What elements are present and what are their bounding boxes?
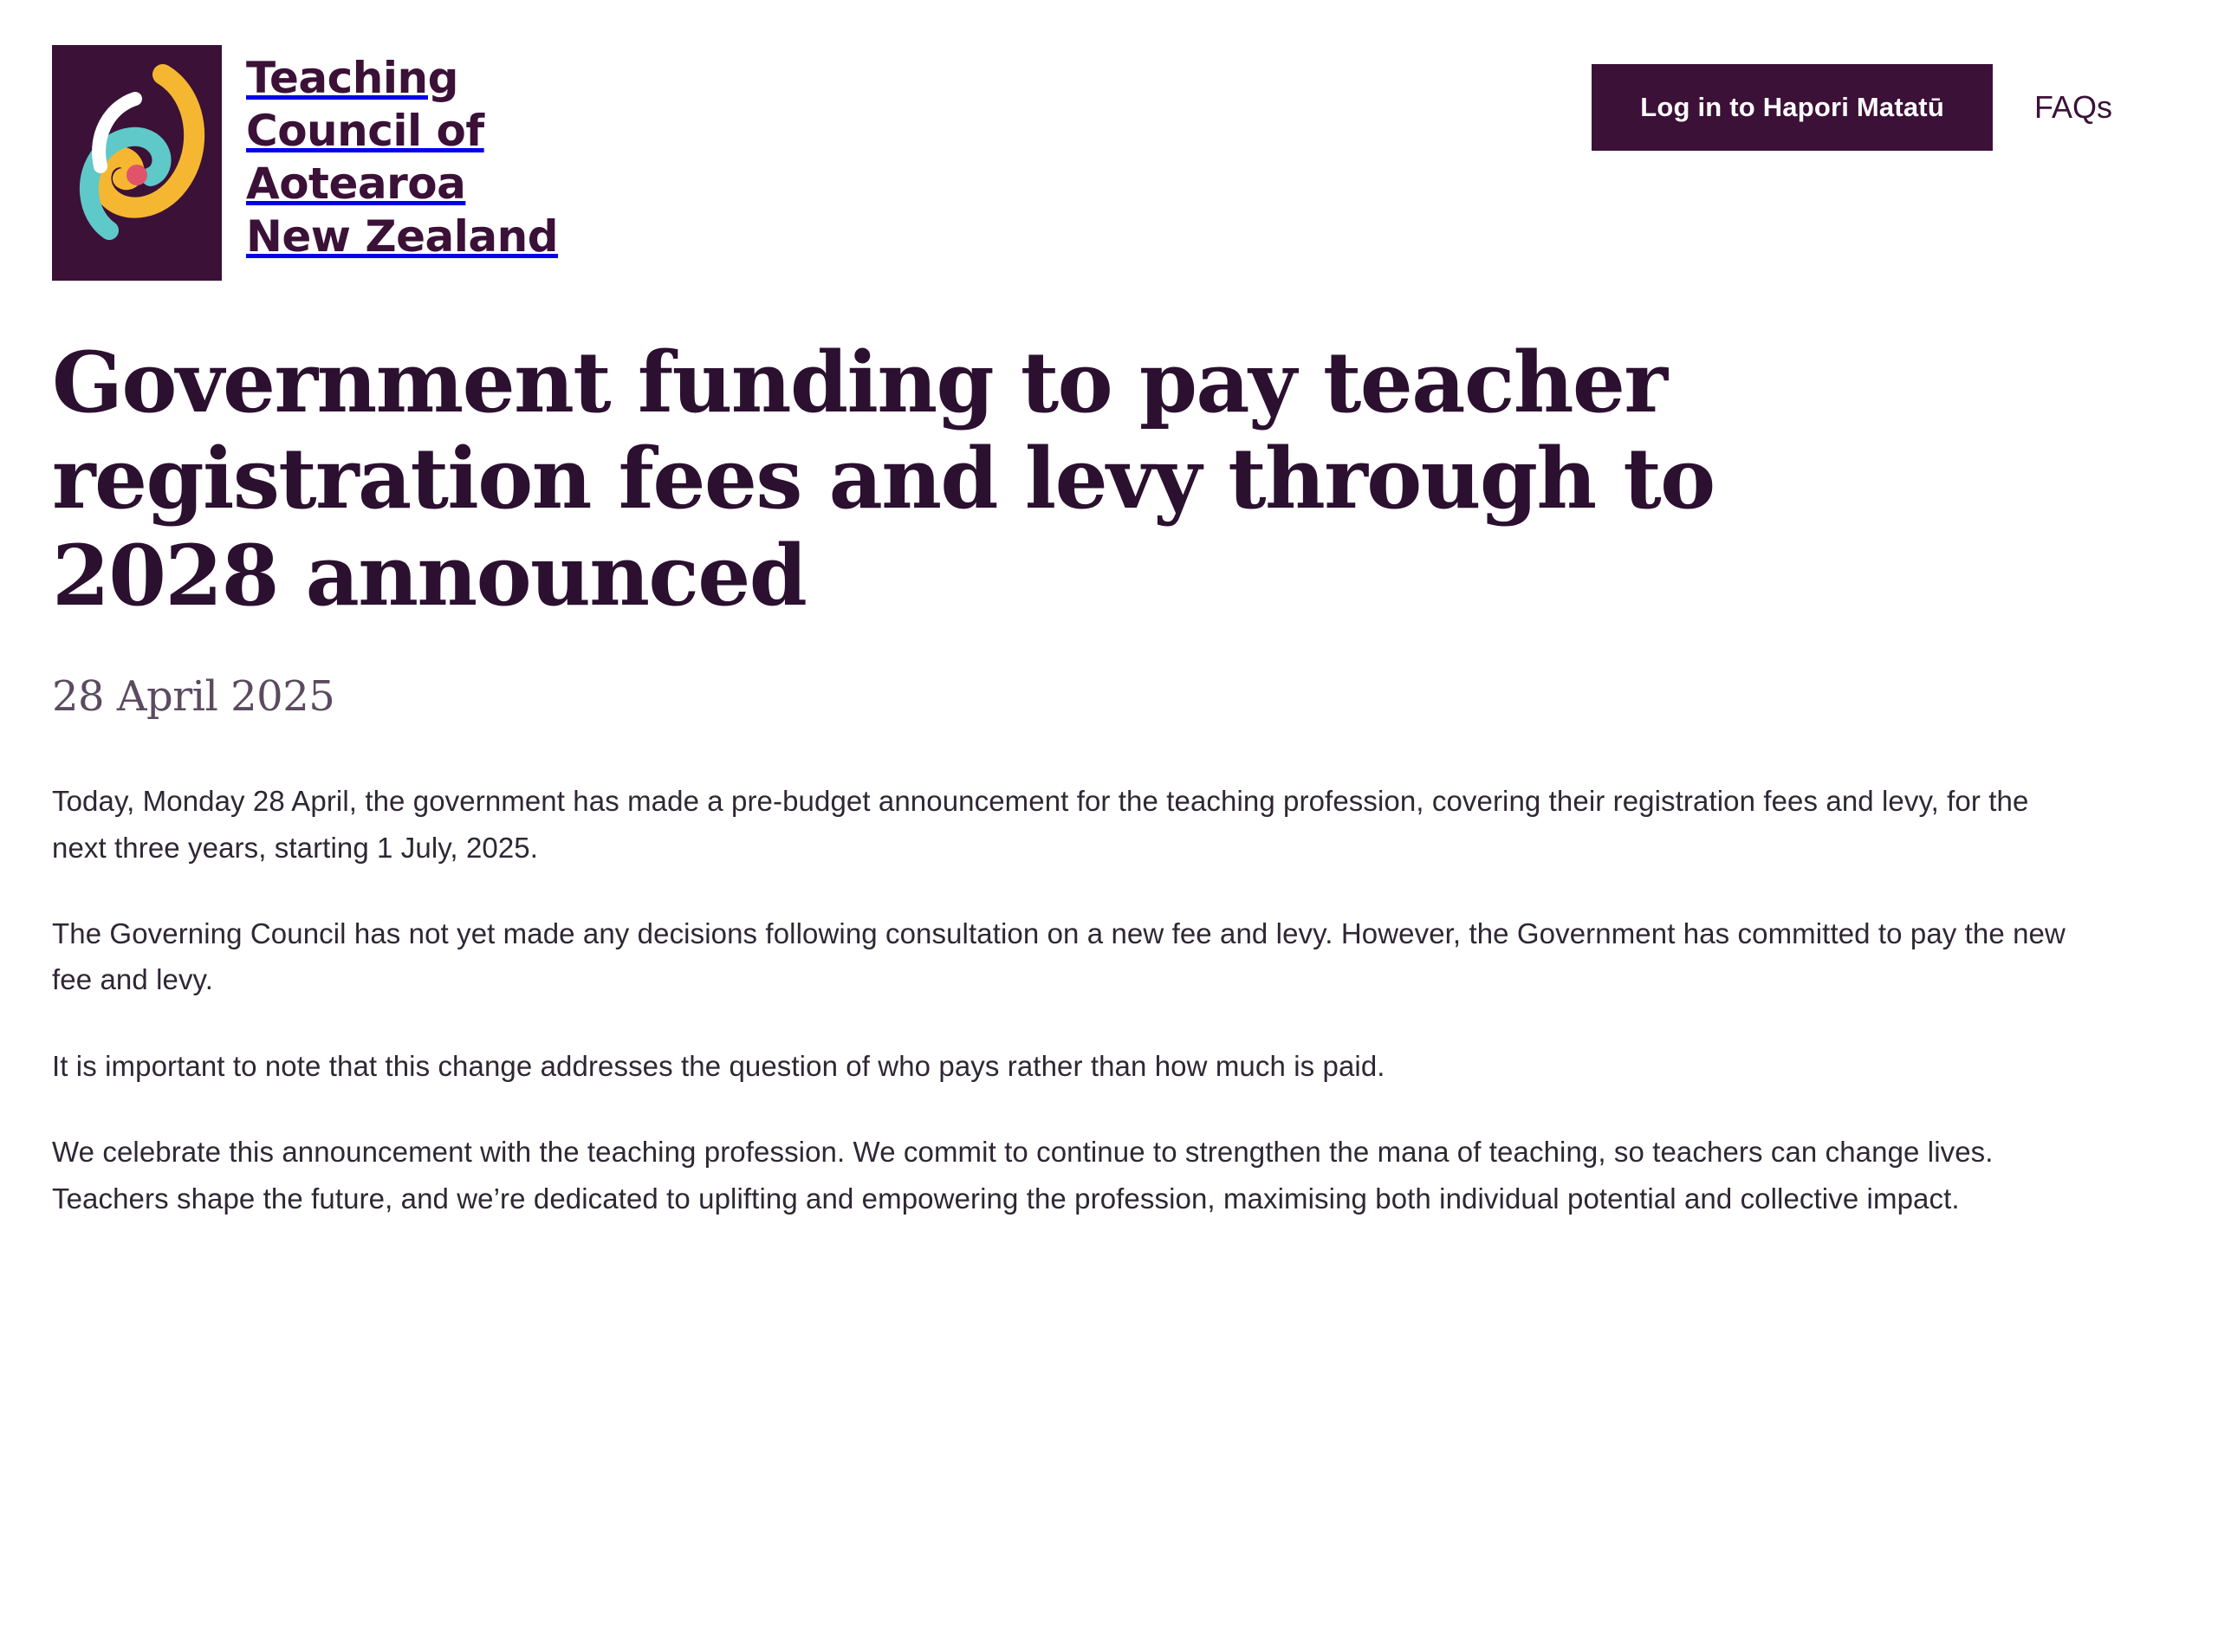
site-brand-text bbox=[246, 45, 558, 263]
site-header bbox=[52, 0, 2166, 281]
publish-date: 28 April 2025 bbox=[52, 672, 335, 722]
article bbox=[52, 334, 2123, 1221]
page-title: Government funding to pay teacher registration fees and levy through to 2028 announced bbox=[52, 334, 1715, 625]
site-logo-link[interactable] bbox=[52, 45, 558, 281]
faqs-link[interactable]: FAQs bbox=[2033, 89, 2112, 125]
article-paragraph: The Governing Council has not yet made any decisions following consultation on a new fee and levy. However, the Government has committed to pay the new fee and levy. bbox=[52, 917, 2066, 996]
header-actions bbox=[1592, 45, 2166, 151]
brand-line-4: New Zealand bbox=[246, 211, 559, 262]
brand-line-1: Teaching bbox=[246, 53, 458, 103]
brand-line-3: Aotearoa bbox=[246, 159, 466, 209]
login-button[interactable]: Log in to Hapori Matatū bbox=[1592, 64, 1993, 151]
brand-line-2: Council of bbox=[246, 106, 484, 156]
article-paragraph: We celebrate this announcement with the teaching profession. We commit to continue to strengthen the mana of teaching, so teachers can change lives. Teachers shape the future, and we’re dedicated to uplifting and empowering the profession, maximising both individual potential and collective impact. bbox=[52, 1136, 1994, 1215]
article-body bbox=[52, 778, 2123, 1221]
article-paragraph: It is important to note that this change addresses the question of who pays rather than how much is paid. bbox=[52, 1049, 1385, 1082]
koru-spiral-logo-icon bbox=[52, 45, 222, 281]
article-paragraph: Today, Monday 28 April, the government has made a pre-budget announcement for the teaching profession, covering their registration fees and levy, for the next three years, starting 1 July, 2025. bbox=[52, 785, 2029, 864]
